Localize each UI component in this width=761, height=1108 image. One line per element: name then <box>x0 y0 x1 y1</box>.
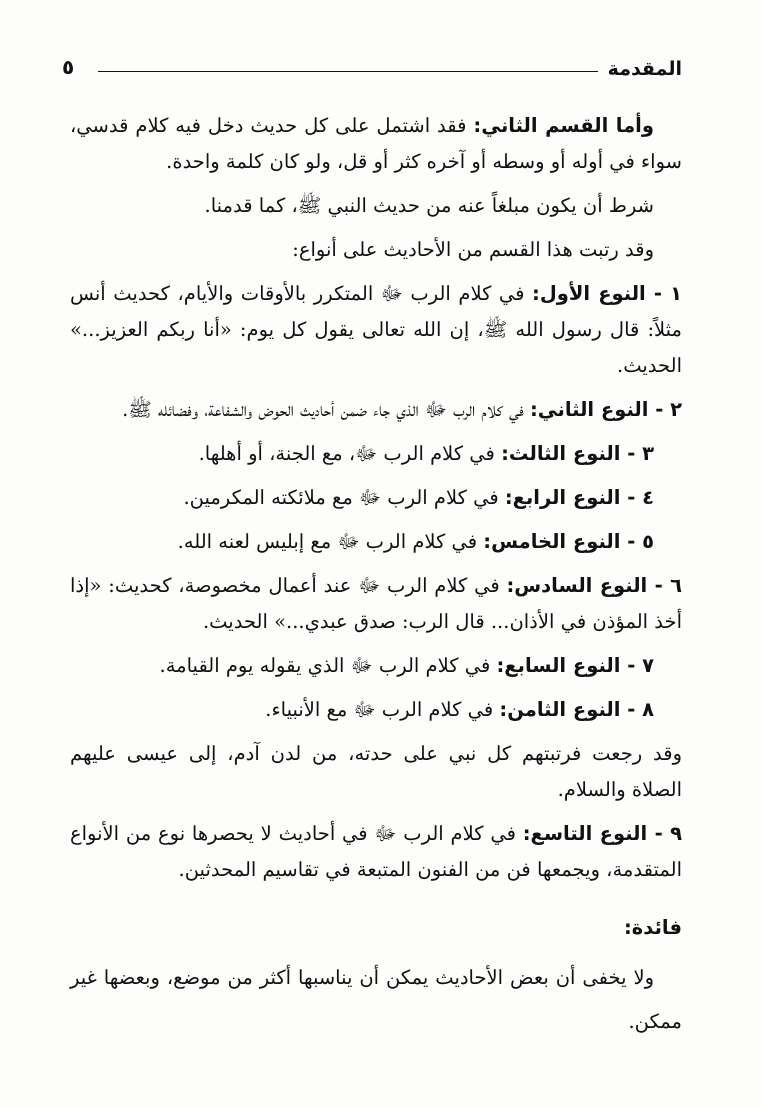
type-item-6 <box>70 568 682 640</box>
type-item-1 <box>70 276 682 384</box>
type-lead: ٧ - النوع السابع: <box>496 654 654 677</box>
paragraph-text: فقد اشتمل على كل حديث دخل فيه كلام قدسي، سواء في أوله أو وسطه أو آخره كثر أو قل، ولو كان كلمة واحدة. <box>70 114 682 173</box>
page-body <box>70 108 682 1052</box>
type-lead: ١ - النوع الأول: <box>532 282 682 305</box>
type-lead: ٥ - النوع الخامس: <box>483 530 654 553</box>
type-lead: ٩ - النوع التاسع: <box>522 822 682 845</box>
type-lead: ٣ - النوع الثالث: <box>501 442 654 465</box>
page-header <box>62 55 682 84</box>
type-item-2 <box>70 392 682 428</box>
type-text: في كلام الرب ﷻ مع ملائكته المكرمين. <box>183 486 505 509</box>
type-text: في كلام الرب ﷻ الذي يقوله يوم القيامة. <box>159 654 497 677</box>
benefit-text: ولا يخفى أن بعض الأحاديث يمكن أن يناسبها أكثر من موضع، وبعضها غير ممكن. <box>70 966 682 1033</box>
type-text: في كلام الرب ﷻ المتكرر بالأوقات والأيام، كحديث أنس مثلاً: قال رسول الله ﷺ، إن الله تعالى يقول كل يوم: «أنا ربكم العزيز...» الحديث. <box>70 282 682 377</box>
benefit-heading: فائدة: <box>624 916 682 939</box>
paragraph-order: وقد رجعت فرتبتهم كل نبي على حدته، من لدن آدم، إلى عيسى عليهم الصلاة والسلام. <box>70 742 682 801</box>
type-text: في كلام الرب ﷻ عند أعمال مخصوصة، كحديث: «إذا أخذ المؤذن في الأذان... قال الرب: صدق عبدي...» الحديث. <box>70 574 682 633</box>
paragraph-condition: شرط أن يكون مبلغاً عنه من حديث النبي ﷺ، كما قدمنا. <box>204 194 654 217</box>
page-number: ٥ <box>62 55 75 79</box>
type-text: في كلام الرب ﷻ في أحاديث لا يحصرها نوع من الأنواع المتقدمة، ويجمعها فن من الفنون المتبعة في تقاسيم المحدثين. <box>70 822 682 881</box>
type-lead: ٦ - النوع السادس: <box>506 574 682 597</box>
type-lead: ٢ - النوع الثاني: <box>529 398 682 421</box>
paragraph-arrangement: وقد رتبت هذا القسم من الأحاديث على أنواع: <box>292 238 654 261</box>
type-text: في كلام الرب ﷻ مع الأنبياء. <box>265 698 500 721</box>
type-item-3 <box>70 436 682 472</box>
header-rule <box>98 71 598 72</box>
paragraph-second-section <box>70 108 682 180</box>
type-item-5 <box>70 524 682 560</box>
type-item-7 <box>70 648 682 684</box>
type-lead: ٤ - النوع الرابع: <box>504 486 654 509</box>
section-title: المقدمة <box>607 58 682 80</box>
type-lead: ٨ - النوع الثامن: <box>499 698 654 721</box>
type-text: في كلام الرب ﷻ، مع الجنة، أو أهلها. <box>198 442 502 465</box>
type-text: في كلام الرب ﷻ مع إبليس لعنه الله. <box>177 530 484 553</box>
type-item-8 <box>70 692 682 728</box>
paragraph-lead: وأما القسم الثاني: <box>473 114 654 137</box>
type-text: في كلام الرب ﷻ الذي جاء ضمن أحاديث الحوض والشفاعة، وفضائله ﷺ. <box>122 398 530 421</box>
type-item-9 <box>70 816 682 888</box>
type-item-4 <box>70 480 682 516</box>
